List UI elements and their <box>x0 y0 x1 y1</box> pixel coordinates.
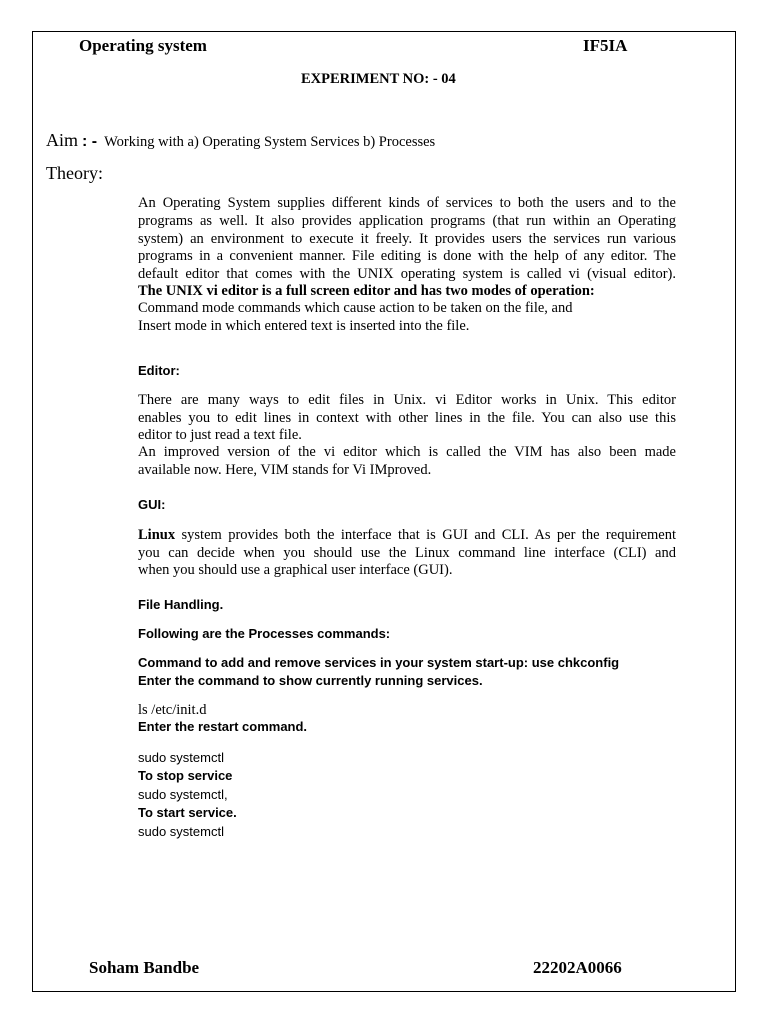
theory-label: Theory: <box>46 163 103 183</box>
gui-line-1 <box>138 527 676 545</box>
theory-line: default editor that comes with the UNIX operating system is called vi (visual editor). <box>138 266 676 282</box>
aim-text: Working with a) Operating System Services b) Processes <box>104 134 436 150</box>
aim-label: Aim <box>46 130 79 150</box>
add-remove-services: Command to add and remove services in your system start-up: use chkconfig <box>138 655 620 670</box>
editor-line: There are many ways to edit files in Unix. vi Editor works in Unix. This editor <box>138 392 676 408</box>
restart-heading: Enter the restart command. <box>138 719 308 734</box>
experiment-title: EXPERIMENT NO: - 04 <box>301 71 456 87</box>
editor-line: An improved version of the vi editor which is called the VIM has also been made <box>138 444 676 460</box>
theory-line: programs as well. It also provides application programs (that run within an Operating <box>138 213 676 229</box>
gui-linux-bold: Linux <box>138 527 176 543</box>
aim-line <box>46 130 435 151</box>
theory-line: programs in a convenient manner. File editing is done with the help of any editor. The <box>138 248 676 264</box>
editor-line: enables you to edit lines in context with other lines in the file. You can also use this <box>138 410 676 426</box>
stop-command: sudo systemctl, <box>138 787 228 802</box>
start-command: sudo systemctl <box>138 824 224 839</box>
file-handling-heading: File Handling. <box>138 597 224 612</box>
theory-line: An Operating System supplies different kinds of services to both the users and to the <box>138 195 676 211</box>
gui-line-2: you can decide when you should use the Linux command line interface (CLI) and <box>138 545 676 561</box>
ls-command: ls /etc/init.d <box>138 702 207 718</box>
start-heading: To start service. <box>138 805 237 820</box>
vi-insert-mode: Insert mode in which entered text is inserted into the file. <box>138 318 470 334</box>
stop-heading: To stop service <box>138 768 233 783</box>
gui-heading: GUI: <box>138 497 166 512</box>
aim-separator: : - <box>82 133 98 150</box>
editor-line: editor to just read a text file. <box>138 427 302 443</box>
vi-modes-heading: The UNIX vi editor is a full screen editor and has two modes of operation: <box>138 283 595 299</box>
vi-command-mode: Command mode commands which cause action to be taken on the file, and <box>138 300 573 316</box>
editor-line: available now. Here, VIM stands for Vi IMproved. <box>138 462 432 478</box>
processes-heading: Following are the Processes commands: <box>138 626 391 641</box>
footer-name: Soham Bandbe <box>89 958 200 977</box>
header-subject: Operating system <box>79 36 207 55</box>
show-running-services: Enter the command to show currently running services. <box>138 673 483 688</box>
restart-command: sudo systemctl <box>138 750 224 765</box>
theory-line: system) an environment to execute it freely. It provides users the services run various <box>138 231 676 247</box>
gui-line-3: when you should use a graphical user interface (GUI). <box>138 562 453 578</box>
editor-heading: Editor: <box>138 363 180 378</box>
footer-roll: 22202A0066 <box>533 958 622 977</box>
header-code: IF5IA <box>583 36 628 55</box>
gui-line1-rest: system provides both the interface that is GUI and CLI. As per the requirement <box>175 527 676 543</box>
